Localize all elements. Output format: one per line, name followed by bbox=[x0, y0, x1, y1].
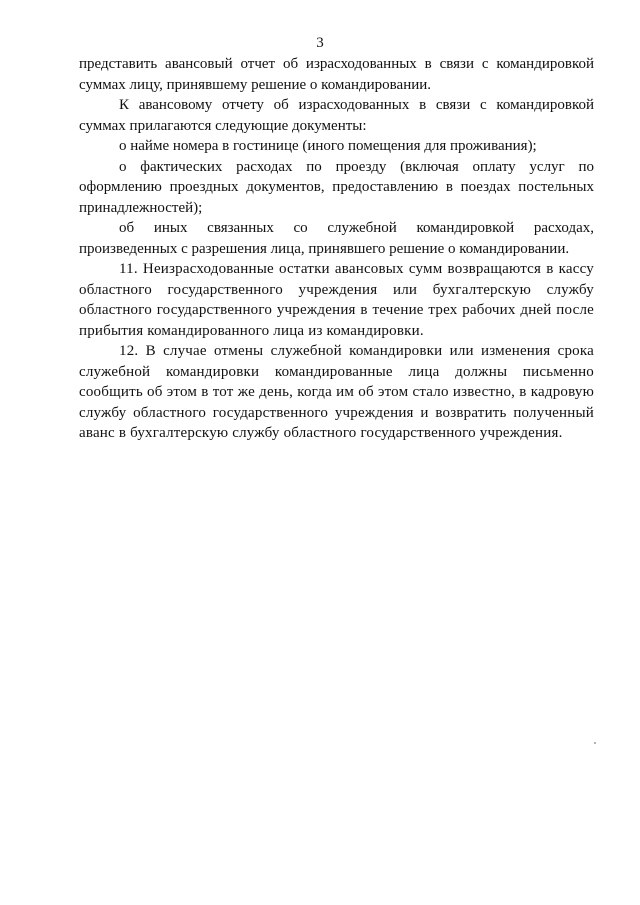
paragraph-12-cancellation: 12. В случае отмены служебной командировки или изменения срока служебной командировки командированные лица должны письменно сообщить об этом в тот же день, когда им об этом стало известно, в кадровую службу областного государственного учреждения и возвратить полученный аванс в бухгалтерскую службу областного государственного учреждения. bbox=[79, 343, 594, 441]
paragraph-other-expenses: об иных связанных со служебной командировкой расходах, произведенных с разрешения лица, принявшего решение о командировании. bbox=[79, 220, 594, 257]
document-body bbox=[79, 54, 594, 444]
scan-speck bbox=[594, 742, 596, 744]
paragraph-advance-report: представить авансовый отчет об израсходованных в связи с командировкой суммах лицу, принявшему решение о командировании. bbox=[79, 56, 594, 93]
paragraph-attached-documents: К авансовому отчету об израсходованных в связи с командировкой суммах прилагаются следующие документы: bbox=[79, 97, 594, 134]
page-number: 3 bbox=[316, 35, 324, 51]
paragraph-travel-expenses: о фактических расходах по проезду (включая оплату услуг по оформлению проездных документов, предоставлению в поездах постельных принадлежностей); bbox=[79, 158, 594, 216]
paragraph-hotel-documents: о найме номера в гостинице (иного помещения для проживания); bbox=[119, 138, 537, 154]
paragraph-11-unspent-advance: 11. Неизрасходованные остатки авансовых сумм возвращаются в кассу областного государственного учреждения или бухгалтерскую службу областного государственного учреждения в течение трех рабочих дней после прибытия командированного лица из командировки. bbox=[79, 261, 594, 339]
